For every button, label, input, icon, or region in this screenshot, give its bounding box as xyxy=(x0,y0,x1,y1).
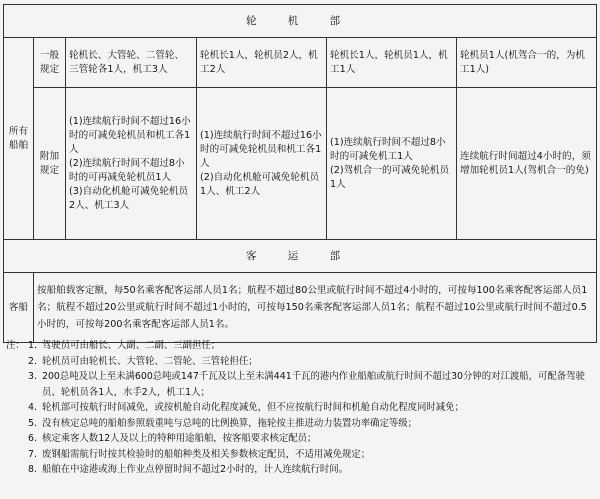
engine-section-header: 轮 机 部 xyxy=(4,5,597,38)
note-item xyxy=(28,354,596,370)
general-cell: 轮机长1人，轮机员1人，机工1人 xyxy=(327,38,457,88)
note-item xyxy=(28,462,596,478)
note-text: 没有核定总吨的船舶参照载重吨与总吨的比例换算，拖轮按主推进动力装置功率确定等级； xyxy=(42,417,418,429)
general-cell: 轮机员1人(机驾合一的，为机工1人) xyxy=(457,38,597,88)
note-item xyxy=(28,447,596,463)
general-rule-label: 一般规定 xyxy=(34,38,66,88)
notes-label: 注： xyxy=(6,340,25,351)
note-item xyxy=(28,369,596,400)
note-item xyxy=(28,400,596,416)
note-text: 200总吨及以上至未满600总吨或147千瓦及以上至未满441千瓦的港内作业船舶或航行时间不超过30分钟的对江渡船，可配备驾驶员、轮机员各1人，水手2人，机工1人； xyxy=(42,371,585,398)
note-text: 轮机部可按航行时间减免，或按机舱自动化程度减免，但不应按航行时间和机舱自动化程度同时减免； xyxy=(42,402,464,413)
extra-cell: 连续航行时间超过4小时的，须增加轮机员1人(驾机合一的免) xyxy=(457,88,597,240)
note-item xyxy=(28,338,596,354)
general-cell: 轮机长、大管轮、二管轮、三管轮各1人，机工3人 xyxy=(66,38,197,88)
note-number: 5. xyxy=(28,417,37,429)
note-text: 废钢船需航行时按其检验时的船舶种类及相关参数核定配员，不适用减免规定； xyxy=(42,448,371,460)
note-item xyxy=(28,416,596,432)
extra-rule-label: 附加规定 xyxy=(34,88,66,240)
note-text: 轮机员可由轮机长、大管轮、二管轮、三管轮担任； xyxy=(42,355,258,367)
passenger-ship-label: 客船 xyxy=(4,273,34,343)
extra-cell: (1)连续航行时间不超过8小时的可减免机工1人 (2)驾机合一的可减免轮机员1人 xyxy=(327,88,457,240)
note-number: 7. xyxy=(28,448,37,460)
note-number: 4. xyxy=(28,402,37,413)
note-text: 核定乘客人数12人及以上的特种用途船舶，按客船要求核定配员； xyxy=(42,433,317,444)
note-text: 驾驶员可由船长、大副、二副、三副担任； xyxy=(42,340,221,351)
manning-table xyxy=(3,4,597,343)
extra-cell: (1)连续航行时间不超过16小时的可减免轮机员和机工各1人 (2)自动化机舱可减免轮机员1人、机工2人 xyxy=(197,88,327,240)
notes-list xyxy=(28,338,596,478)
note-text: 船舶在中途港或海上作业点停留时间不超过2小时的，计人连续航行时间。 xyxy=(42,464,348,475)
note-number: 2. xyxy=(28,355,37,367)
category-all-ships: 所有船舶 xyxy=(4,38,34,240)
notes xyxy=(6,338,596,478)
note-number: 1. xyxy=(28,340,37,351)
note-number: 8. xyxy=(28,464,37,475)
passenger-rule-text: 按船舶载客定额，每50名乘客配客运部人员1名；航程不超过80公里或航行时间不超过4小时的，可按每100名乘客配客运部人员1名；航程不超过20公里或航行时间不超过1小时的，可按每150名乘客配客运部人员1名；航程不超过10公里或航行时间不超过0.5小时的，可按每200名乘客配客运部人员1名。 xyxy=(34,273,597,343)
passenger-section-header: 客 运 部 xyxy=(4,240,597,273)
note-item xyxy=(28,431,596,447)
general-cell: 轮机长1人，轮机员2人，机工2人 xyxy=(197,38,327,88)
note-number: 3. xyxy=(28,371,37,382)
extra-cell: (1)连续航行时间不超过16小时的可减免轮机员和机工各1人 (2)连续航行时间不超过8小时的可再减免轮机员1人 (3)自动化机舱可减免轮机员2人、机工3人 xyxy=(66,88,197,240)
note-number: 6. xyxy=(28,433,37,444)
